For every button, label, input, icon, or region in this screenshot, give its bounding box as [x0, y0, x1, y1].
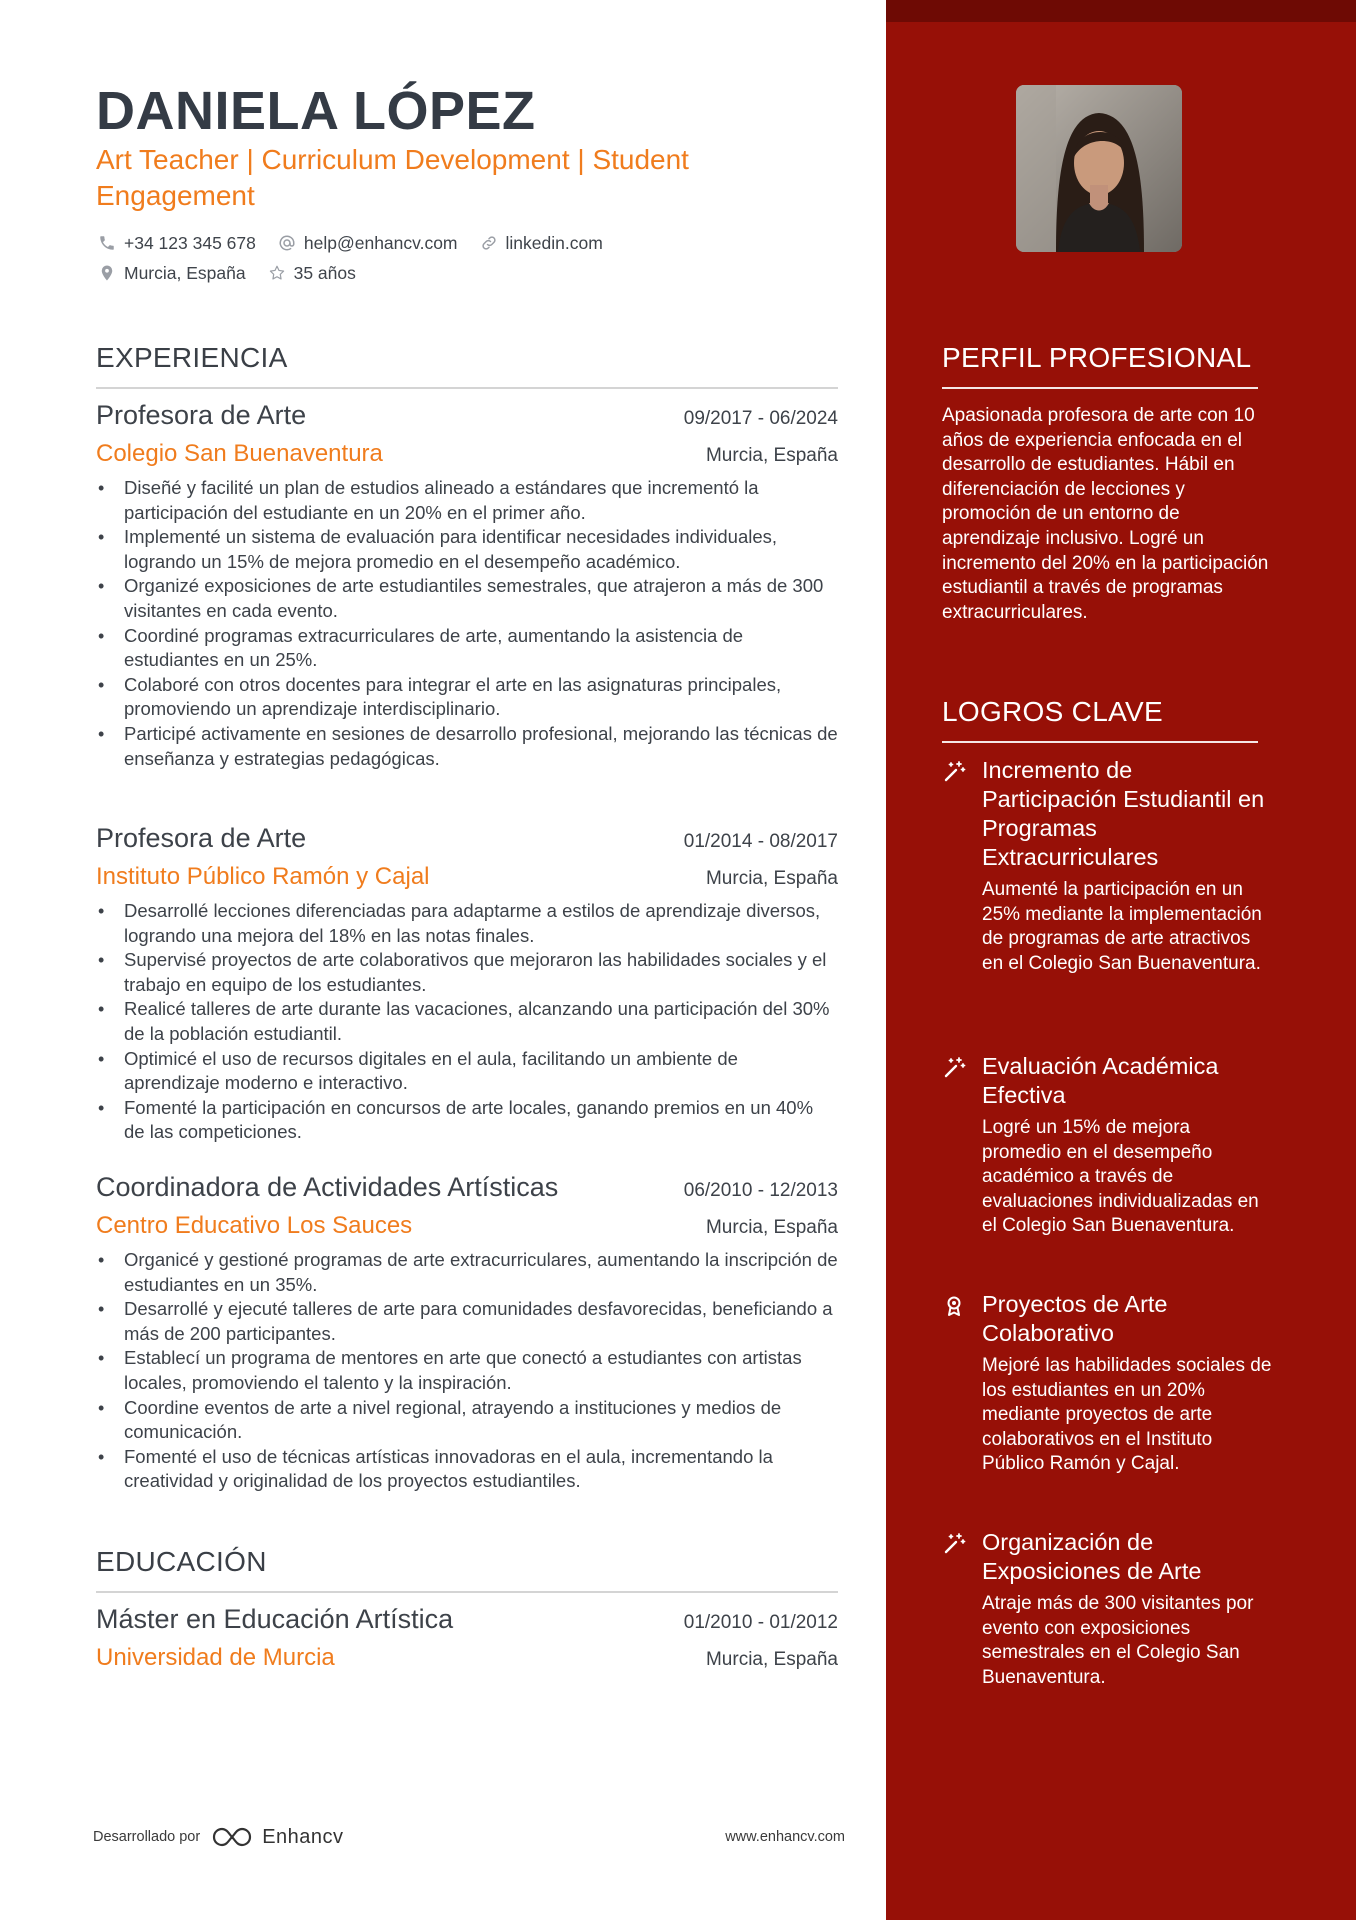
job-achievements — [96, 1248, 838, 1494]
bullet-item: • Colaboré con otros docentes para integrar el arte en las asignaturas principales, promoviendo un aprendizaje interdisciplinario. — [96, 673, 838, 722]
brand-logo[interactable] — [210, 1825, 343, 1849]
bullet-item: • Participé activamente en sesiones de desarrollo profesional, mejorando las técnicas de enseñanza y estrategias pedagógicas. — [96, 722, 838, 771]
company-name: Colegio San Buenaventura — [96, 440, 383, 467]
experience-item-3 — [96, 1172, 838, 1494]
bullet-item: • Fomenté el uso de técnicas artísticas innovadoras en el aula, incrementando la creatividad y originalidad de los proyectos estudiantiles. — [96, 1445, 838, 1494]
education-divider — [96, 1591, 838, 1593]
job-location: Murcia, España — [705, 868, 838, 889]
job-dates: 06/2010 - 12/2013 — [683, 1180, 838, 1201]
at-icon — [276, 232, 298, 254]
achievement-description: Logré un 15% de mejora promedio en el desempeño académico a través de evaluaciones individualizadas en el Colegio San Buenaventura. — [982, 1117, 1259, 1237]
contact-link[interactable] — [478, 232, 603, 254]
magic-wand-icon — [942, 1532, 966, 1556]
experience-divider — [96, 387, 838, 389]
contact-location — [96, 262, 246, 284]
magic-wand-icon — [942, 1056, 966, 1080]
contact-row-2 — [96, 258, 816, 288]
job-location: Murcia, España — [705, 1217, 838, 1238]
achievement-title: Proyectos de Arte Colaborativo — [982, 1291, 1168, 1346]
candidate-name: DANIELA LÓPEZ — [96, 81, 536, 141]
job-title: Profesora de Arte — [96, 823, 307, 853]
experience-item-1 — [96, 400, 838, 771]
sidebar-top-band — [886, 0, 1356, 22]
profile-photo — [1016, 85, 1182, 252]
job-title: Profesora de Arte — [96, 400, 307, 430]
achievement-item — [942, 756, 1272, 976]
contact-email[interactable] — [276, 232, 458, 254]
job-achievements — [96, 899, 838, 1145]
phone-icon — [96, 232, 118, 254]
job-dates: 01/2014 - 08/2017 — [683, 831, 838, 852]
achievement-title: Incremento de Participación Estudiantil en Programas Extracurriculares — [982, 757, 1265, 870]
bullet-item: • Realicé talleres de arte durante las vacaciones, alcanzando una participación del 30% de la población estudiantil. — [96, 997, 838, 1046]
phone-text: +34 123 345 678 — [124, 232, 256, 253]
achievement-item — [942, 1290, 1272, 1477]
bullet-item: • Establecí un programa de mentores en arte que conectó a estudiantes con artistas locales, promoviendo el talento y la inspiración. — [96, 1346, 838, 1395]
company-name: Instituto Público Ramón y Cajal — [96, 863, 430, 890]
award-ribbon-icon — [942, 1294, 966, 1318]
star-icon — [266, 262, 288, 284]
job-location: Murcia, España — [705, 445, 838, 466]
job-title: Coordinadora de Actividades Artísticas — [96, 1172, 559, 1202]
degree-title: Máster en Educación Artística — [96, 1604, 454, 1634]
education-dates: 01/2010 - 01/2012 — [683, 1612, 838, 1633]
achievement-item — [942, 1528, 1272, 1690]
bullet-item: • Desarrollé lecciones diferenciadas para adaptarme a estilos de aprendizaje diversos, logrando una mejora del 18% en las notas finales. — [96, 899, 838, 948]
experience-section-title: EXPERIENCIA — [96, 342, 288, 373]
achievement-description: Mejoré las habilidades sociales de los estudiantes en un 20% mediante proyectos de arte colaborativos en el Instituto Público Ramón y Cajal. — [982, 1355, 1272, 1475]
brand-name: Enhancv — [262, 1825, 344, 1848]
sidebar — [886, 0, 1356, 1920]
experience-item-2 — [96, 823, 838, 1145]
education-location: Murcia, España — [705, 1649, 838, 1670]
contact-info — [96, 228, 816, 288]
link-text: linkedin.com — [505, 232, 603, 253]
company-name: Centro Educativo Los Sauces — [96, 1212, 413, 1239]
magic-wand-icon — [942, 760, 966, 784]
bullet-item: • Diseñé y facilité un plan de estudios alineado a estándares que incrementó la participación del estudiante en un 20% en el primer año. — [96, 476, 838, 525]
enhancv-logo-icon — [210, 1825, 254, 1849]
bullet-item: • Fomenté la participación en concursos de arte locales, ganando premios en un 40% de las competiciones. — [96, 1096, 838, 1145]
bullet-item: • Organicé y gestioné programas de arte extracurriculares, aumentando la inscripción de estudiantes en un 35%. — [96, 1248, 838, 1297]
achievements-section-title: LOGROS CLAVE — [942, 696, 1163, 727]
footer-branding — [93, 1825, 344, 1849]
link-icon — [478, 232, 500, 254]
achievement-title: Evaluación Académica Efectiva — [982, 1053, 1219, 1108]
school-name: Universidad de Murcia — [96, 1644, 335, 1671]
powered-by-text: Desarrollado por — [93, 1829, 201, 1845]
achievement-item — [942, 1052, 1272, 1239]
achievement-title: Organización de Exposiciones de Arte — [982, 1529, 1202, 1584]
contact-row-1 — [96, 228, 816, 258]
education-section-title: EDUCACIÓN — [96, 1546, 267, 1577]
bullet-item: • Supervisé proyectos de arte colaborativos que mejoraron las habilidades sociales y el trabajo en equipo de los estudiantes. — [96, 948, 838, 997]
footer-url[interactable]: www.enhancv.com — [725, 1829, 845, 1845]
bullet-item: • Optimicé el uso de recursos digitales en el aula, facilitando un ambiente de aprendizaje moderno e interactivo. — [96, 1047, 838, 1096]
footer — [93, 1822, 845, 1852]
bullet-item: • Organizé exposiciones de arte estudiantiles semestrales, que atrajeron a más de 300 visitantes en cada evento. — [96, 574, 838, 623]
location-text: Murcia, España — [124, 262, 246, 283]
achievement-description: Aumenté la participación en un 25% mediante la implementación de programas de arte atractivos en el Colegio San Buenaventura. — [982, 879, 1262, 974]
profile-summary: Apasionada profesora de arte con 10 años de experiencia enfocada en el desarrollo de estudiantes. Hábil en diferenciación de lecciones y promoción de un entorno de aprendizaje inclusivo. Logré un incremento del 20% en la participación estudiantil a través de programas extracurriculares. — [942, 405, 1269, 623]
profile-section-title: PERFIL PROFESIONAL — [942, 342, 1252, 373]
contact-age — [266, 262, 356, 284]
bullet-item: • Implementé un sistema de evaluación para identificar necesidades individuales, logrando un 15% de mejora promedio en el desempeño académico. — [96, 525, 838, 574]
location-pin-icon — [96, 262, 118, 284]
candidate-headline: Art Teacher | Curriculum Development | Student Engagement — [96, 144, 689, 211]
job-dates: 09/2017 - 06/2024 — [683, 408, 838, 429]
contact-phone[interactable] — [96, 232, 256, 254]
bullet-item: • Coordine eventos de arte a nivel regional, atrayendo a instituciones y medios de comunicación. — [96, 1396, 838, 1445]
bullet-item: • Desarrollé y ejecuté talleres de arte para comunidades desfavorecidas, beneficiando a más de 200 participantes. — [96, 1297, 838, 1346]
profile-divider — [942, 387, 1258, 389]
achievements-divider — [942, 741, 1258, 743]
age-text: 35 años — [293, 262, 356, 283]
job-achievements — [96, 476, 838, 771]
bullet-item: • Coordiné programas extracurriculares de arte, aumentando la asistencia de estudiantes en un 25%. — [96, 624, 838, 673]
education-item — [96, 1604, 838, 1678]
achievement-description: Atraje más de 300 visitantes por evento con exposiciones semestrales en el Colegio San Buenaventura. — [982, 1593, 1254, 1688]
email-text: help@enhancv.com — [303, 232, 458, 253]
